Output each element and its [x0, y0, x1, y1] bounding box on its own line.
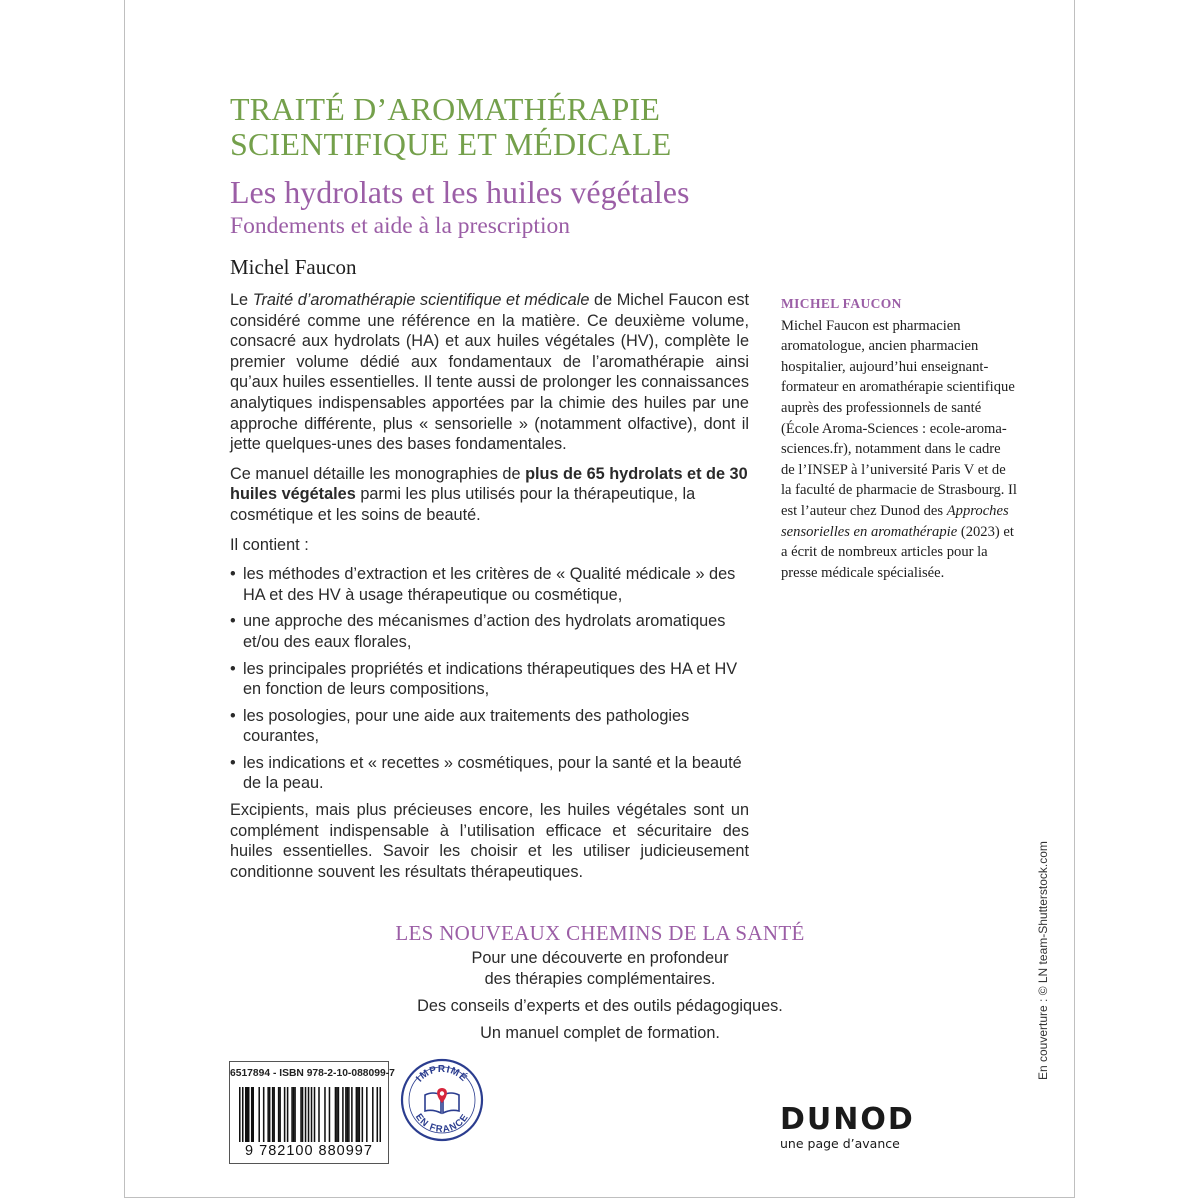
bio-text-end: (2023) et a écrit de nombreux articles pour la presse médicale spécialisée. — [781, 523, 1014, 581]
barcode-bar — [252, 1087, 254, 1142]
barcode-bar — [302, 1087, 304, 1142]
barcode-bar — [294, 1087, 296, 1142]
barcode-bar — [380, 1087, 381, 1142]
series-title-line-2: SCIENTIFIQUE ET MÉDICALE — [230, 126, 672, 162]
barcode-bar — [324, 1087, 326, 1142]
barcode-bar — [293, 1087, 295, 1142]
barcode-bar — [329, 1087, 331, 1142]
author-bio-text — [781, 316, 1017, 584]
seal-bottom-text: EN FRANCE — [412, 1111, 472, 1136]
barcode-bar — [279, 1087, 281, 1142]
barcode-bar — [372, 1087, 374, 1142]
barcode-bar — [377, 1087, 379, 1142]
description-paragraph-1 — [230, 290, 749, 455]
barcode-bar — [338, 1087, 340, 1142]
paragraph-highlight: plus de 65 hydrolats et de 30 huiles végétales — [230, 464, 748, 504]
book-title: Les hydrolats et les huiles végétales — [230, 174, 690, 210]
description-text — [230, 290, 749, 891]
book-subtitle: Fondements et aide à la prescription — [230, 213, 570, 239]
barcode-bar — [248, 1087, 250, 1142]
barcode-bar — [357, 1087, 359, 1142]
paragraph-text: parmi les plus utilisés pour la thérapeutique, la cosmétique et les soins de beauté. — [230, 485, 696, 524]
description-paragraph-3: Excipients, mais plus précieuses encore, les huiles végétales sont un complément indispensable à l’utilisation efficace et sécuritaire des huiles essentielles. Savoir les choisir et les utiliser judicieusement conditionne souvent les résultats thérapeutiques. — [230, 801, 749, 881]
barcode-digits: 9 782100 880997 — [245, 1143, 373, 1159]
paragraph-italic-title: Traité d’aromathérapie scientifique et médicale — [252, 291, 590, 309]
barcode-bar — [308, 1087, 310, 1142]
barcode-bar — [356, 1087, 358, 1142]
collection-line: Des conseils d’experts et des outils pédagogiques. — [417, 997, 783, 1015]
bio-book-title: Approches sensorielles en aromathérapie — [781, 502, 1009, 540]
printed-in-france-seal-icon — [400, 1058, 484, 1142]
barcode-bar — [351, 1087, 353, 1142]
barcode-bar — [348, 1087, 350, 1142]
barcode-bar — [278, 1087, 280, 1142]
barcode-bar — [347, 1087, 349, 1142]
paragraph-lead: Ce manuel détaille les monographies de — [230, 464, 526, 483]
description-paragraph-2 — [230, 464, 749, 526]
barcode-bar — [242, 1087, 244, 1142]
series-title — [230, 92, 672, 162]
barcode-bar — [263, 1087, 265, 1142]
author-bio — [781, 294, 1017, 583]
list-item: • les indications et « recettes » cosmétiques, pour la santé et la beauté de la peau. — [230, 753, 749, 794]
publisher-logo: DUNOD — [780, 1102, 915, 1137]
barcode-bar — [345, 1087, 347, 1142]
contains-label: Il contient : — [230, 535, 309, 554]
publisher-tagline: une page d’avance — [780, 1136, 900, 1151]
barcode-bar — [359, 1087, 361, 1142]
collection-description — [230, 948, 970, 1044]
list-item: • les principales propriétés et indications thérapeutiques des HA et HV en fonction de leurs compositions, — [230, 659, 749, 700]
barcode-bar — [246, 1087, 248, 1142]
barcode-bar — [273, 1087, 275, 1142]
cover-photo-credit: En couverture : © LN team-Shutterstock.com — [1036, 841, 1050, 1080]
barcode-bar — [291, 1087, 293, 1142]
barcode-bar — [336, 1087, 338, 1142]
list-item: • une approche des mécanismes d’action des hydrolats aromatiques et/ou des eaux florales, — [230, 611, 749, 652]
barcode-bar — [362, 1087, 364, 1142]
barcode-bar — [366, 1087, 368, 1142]
contents-list — [230, 564, 749, 794]
collection-title: LES NOUVEAUX CHEMINS DE LA SANTÉ — [395, 921, 805, 945]
barcode-bar — [267, 1087, 269, 1142]
barcode-bar — [305, 1087, 307, 1142]
author-name: Michel Faucon — [230, 255, 357, 279]
barcode-bar — [284, 1087, 286, 1142]
barcode-bar — [272, 1087, 274, 1142]
series-title-line-1: TRAITÉ D’AROMATHÉRAPIE — [230, 91, 661, 127]
barcode-bar — [245, 1087, 247, 1142]
paragraph-lead: Le — [230, 291, 253, 309]
barcode-icon — [239, 1087, 381, 1142]
collection-line: Pour une découverte en profondeur — [471, 949, 729, 967]
barcode-bar — [335, 1087, 337, 1142]
isbn-barcode-box — [229, 1061, 395, 1164]
barcode-bar — [239, 1087, 241, 1142]
author-bio-title: MICHEL FAUCON — [781, 296, 902, 311]
barcode-bar — [269, 1087, 271, 1142]
barcode-bar — [251, 1087, 253, 1142]
list-item: • les méthodes d’extraction et les critères de « Qualité médicale » des HA et des HV à usage thérapeutique ou cosmétique, — [230, 564, 749, 605]
barcode-bar — [287, 1087, 289, 1142]
barcode-bar — [311, 1087, 313, 1142]
bio-text: Michel Faucon est pharmacien aromatologue, ancien pharmacien hospitalier, aujourd’hui enseignant-formateur en aromathérapie scientifique auprès des professionnels de santé (École Aroma-Sciences : ecole-aroma-sciences.fr), notamment dans le cadre de l’INSEP à l’université Paris V et de la faculté de pharmacie de Strasbourg. Il est l’auteur chez Dunod des — [781, 317, 1017, 519]
collection-line: des thérapies complémentaires. — [484, 970, 716, 988]
barcode-bar — [342, 1087, 344, 1142]
isbn-label: 6517894 - ISBN 978-2-10-088099-7 — [230, 1068, 395, 1079]
barcode-bar — [314, 1087, 316, 1142]
collection-line: Un manuel complet de formation. — [480, 1024, 720, 1042]
barcode-bar — [300, 1087, 302, 1142]
seal-top-text: IMPRIMÉ — [414, 1064, 470, 1085]
barcode-bar — [258, 1087, 260, 1142]
paragraph-text: de Michel Faucon est considéré comme une référence en la matière. Ce deuxième volume, consacré aux hydrolats (HA) et aux huiles végétales (HV), complète le premier volume dédié aux fondamentaux de l’aromathérapie ainsi qu’aux huiles essentielles. Il tente aussi de prolonger les connaissances analytiques indispensables apportées par la chimie des huiles par une approche différente, plus « sensorielle » (notamment olfactive), dont il jette quelques-unes des bases fondamentales. — [230, 291, 749, 454]
list-item: • les posologies, pour une aide aux traitements des pathologies courantes, — [230, 706, 749, 747]
barcode-bar — [318, 1087, 320, 1142]
